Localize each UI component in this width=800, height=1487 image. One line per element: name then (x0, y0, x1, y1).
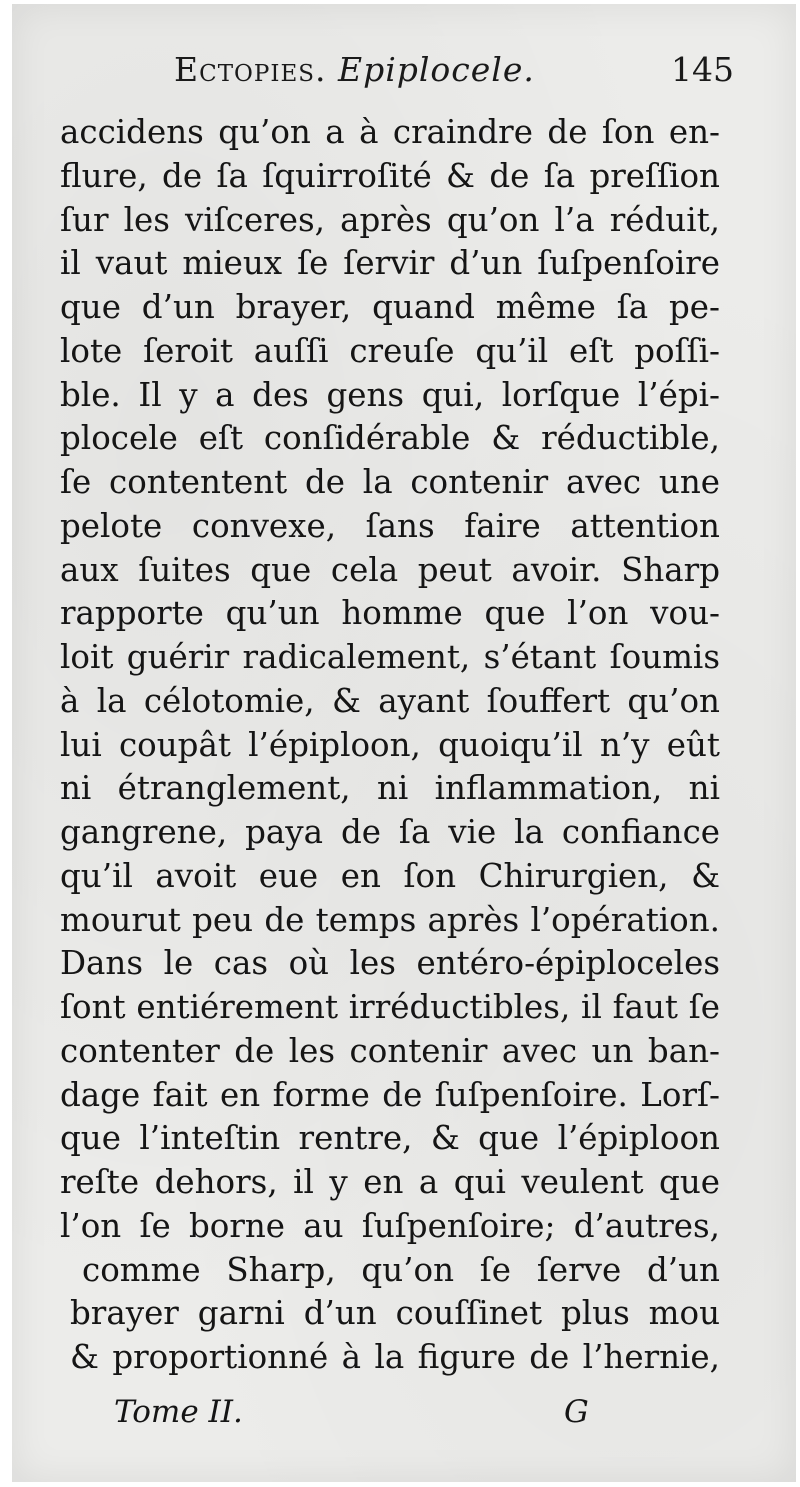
running-title (174, 50, 535, 89)
page-number: 145 (671, 50, 734, 89)
text-line: aux ſuites que cela peut avoir. Sharp (60, 550, 720, 589)
text-line: accidens qu’on a à craindre de ſon en- (60, 113, 720, 151)
text-line: reſte dehors, il y en a qui veulent que (60, 1163, 720, 1201)
text-line: ſur les viſceres, après qu’on l’a réduit, (60, 200, 720, 239)
volume-label: Tome II. (114, 1394, 243, 1430)
text-line: que l’inteſtin rentre, & que l’épiploon (60, 1119, 720, 1158)
text-line: ſont entiérement irréductibles, il faut ſe (60, 988, 720, 1026)
running-title-section: Ectopies. (174, 50, 327, 89)
text-line: dage fait en forme de ſuſpenſoire. Lorſ- (60, 1075, 720, 1114)
page-footer (114, 1394, 614, 1434)
text-line: ble. Il y a des gens qui, lorſque l’épi- (60, 375, 720, 414)
text-line: mourut peu de temps après l’opération. (60, 900, 720, 939)
text-line: ni étranglement, ni inflammation, ni (60, 769, 720, 808)
text-line: contenter de les contenir avec un ban- (60, 1031, 720, 1070)
text-line: il vaut mieux ſe ſervir d’un ſuſpenſoire (60, 244, 720, 283)
text-line: lote ſeroit auſſi creuſe qu’il eſt poſſi- (60, 331, 720, 370)
text-line: & proportionné à la figure de l’hernie, (70, 1338, 720, 1376)
text-line: ſe contentent de la contenir avec une (60, 463, 720, 501)
text-line: l’on ſe borne au ſuſpenſoire; d’autres, (60, 1206, 720, 1245)
text-line: Dans le cas où les entéro-épiploceles (60, 944, 720, 983)
signature-mark: G (564, 1394, 589, 1430)
text-line: gangrene, paya de ſa vie la confiance (60, 813, 720, 851)
text-line: comme Sharp, qu’on ſe ſerve d’un (82, 1250, 720, 1289)
text-line: rapporte qu’un homme que l’on vou- (60, 594, 720, 633)
body-text (60, 111, 720, 1380)
text-line: plocele eſt conſidérable & réductible, (60, 419, 720, 458)
text-line: pelote convexe, ſans faire attention (60, 506, 720, 545)
text-line: loit guérir radicalement, s’étant ſoumis (60, 638, 720, 676)
running-title-subject: Epiplocele. (337, 50, 535, 89)
text-line: qu’il avoit eue en ſon Chirurgien, & (60, 856, 720, 895)
running-header (174, 50, 734, 100)
page-left-margin (0, 0, 12, 1487)
text-line: que d’un brayer, quand même ſa pe- (60, 288, 720, 326)
text-line: à la célotomie, & ayant ſouffert qu’on (60, 681, 720, 720)
text-line: flure, de ſa ſquirroſité & de ſa preſſion (60, 156, 720, 195)
text-line: brayer garni d’un couſſinet plus mou (70, 1294, 720, 1333)
text-line: lui coupât l’épiploon, quoiqu’il n’y eût (60, 725, 720, 764)
